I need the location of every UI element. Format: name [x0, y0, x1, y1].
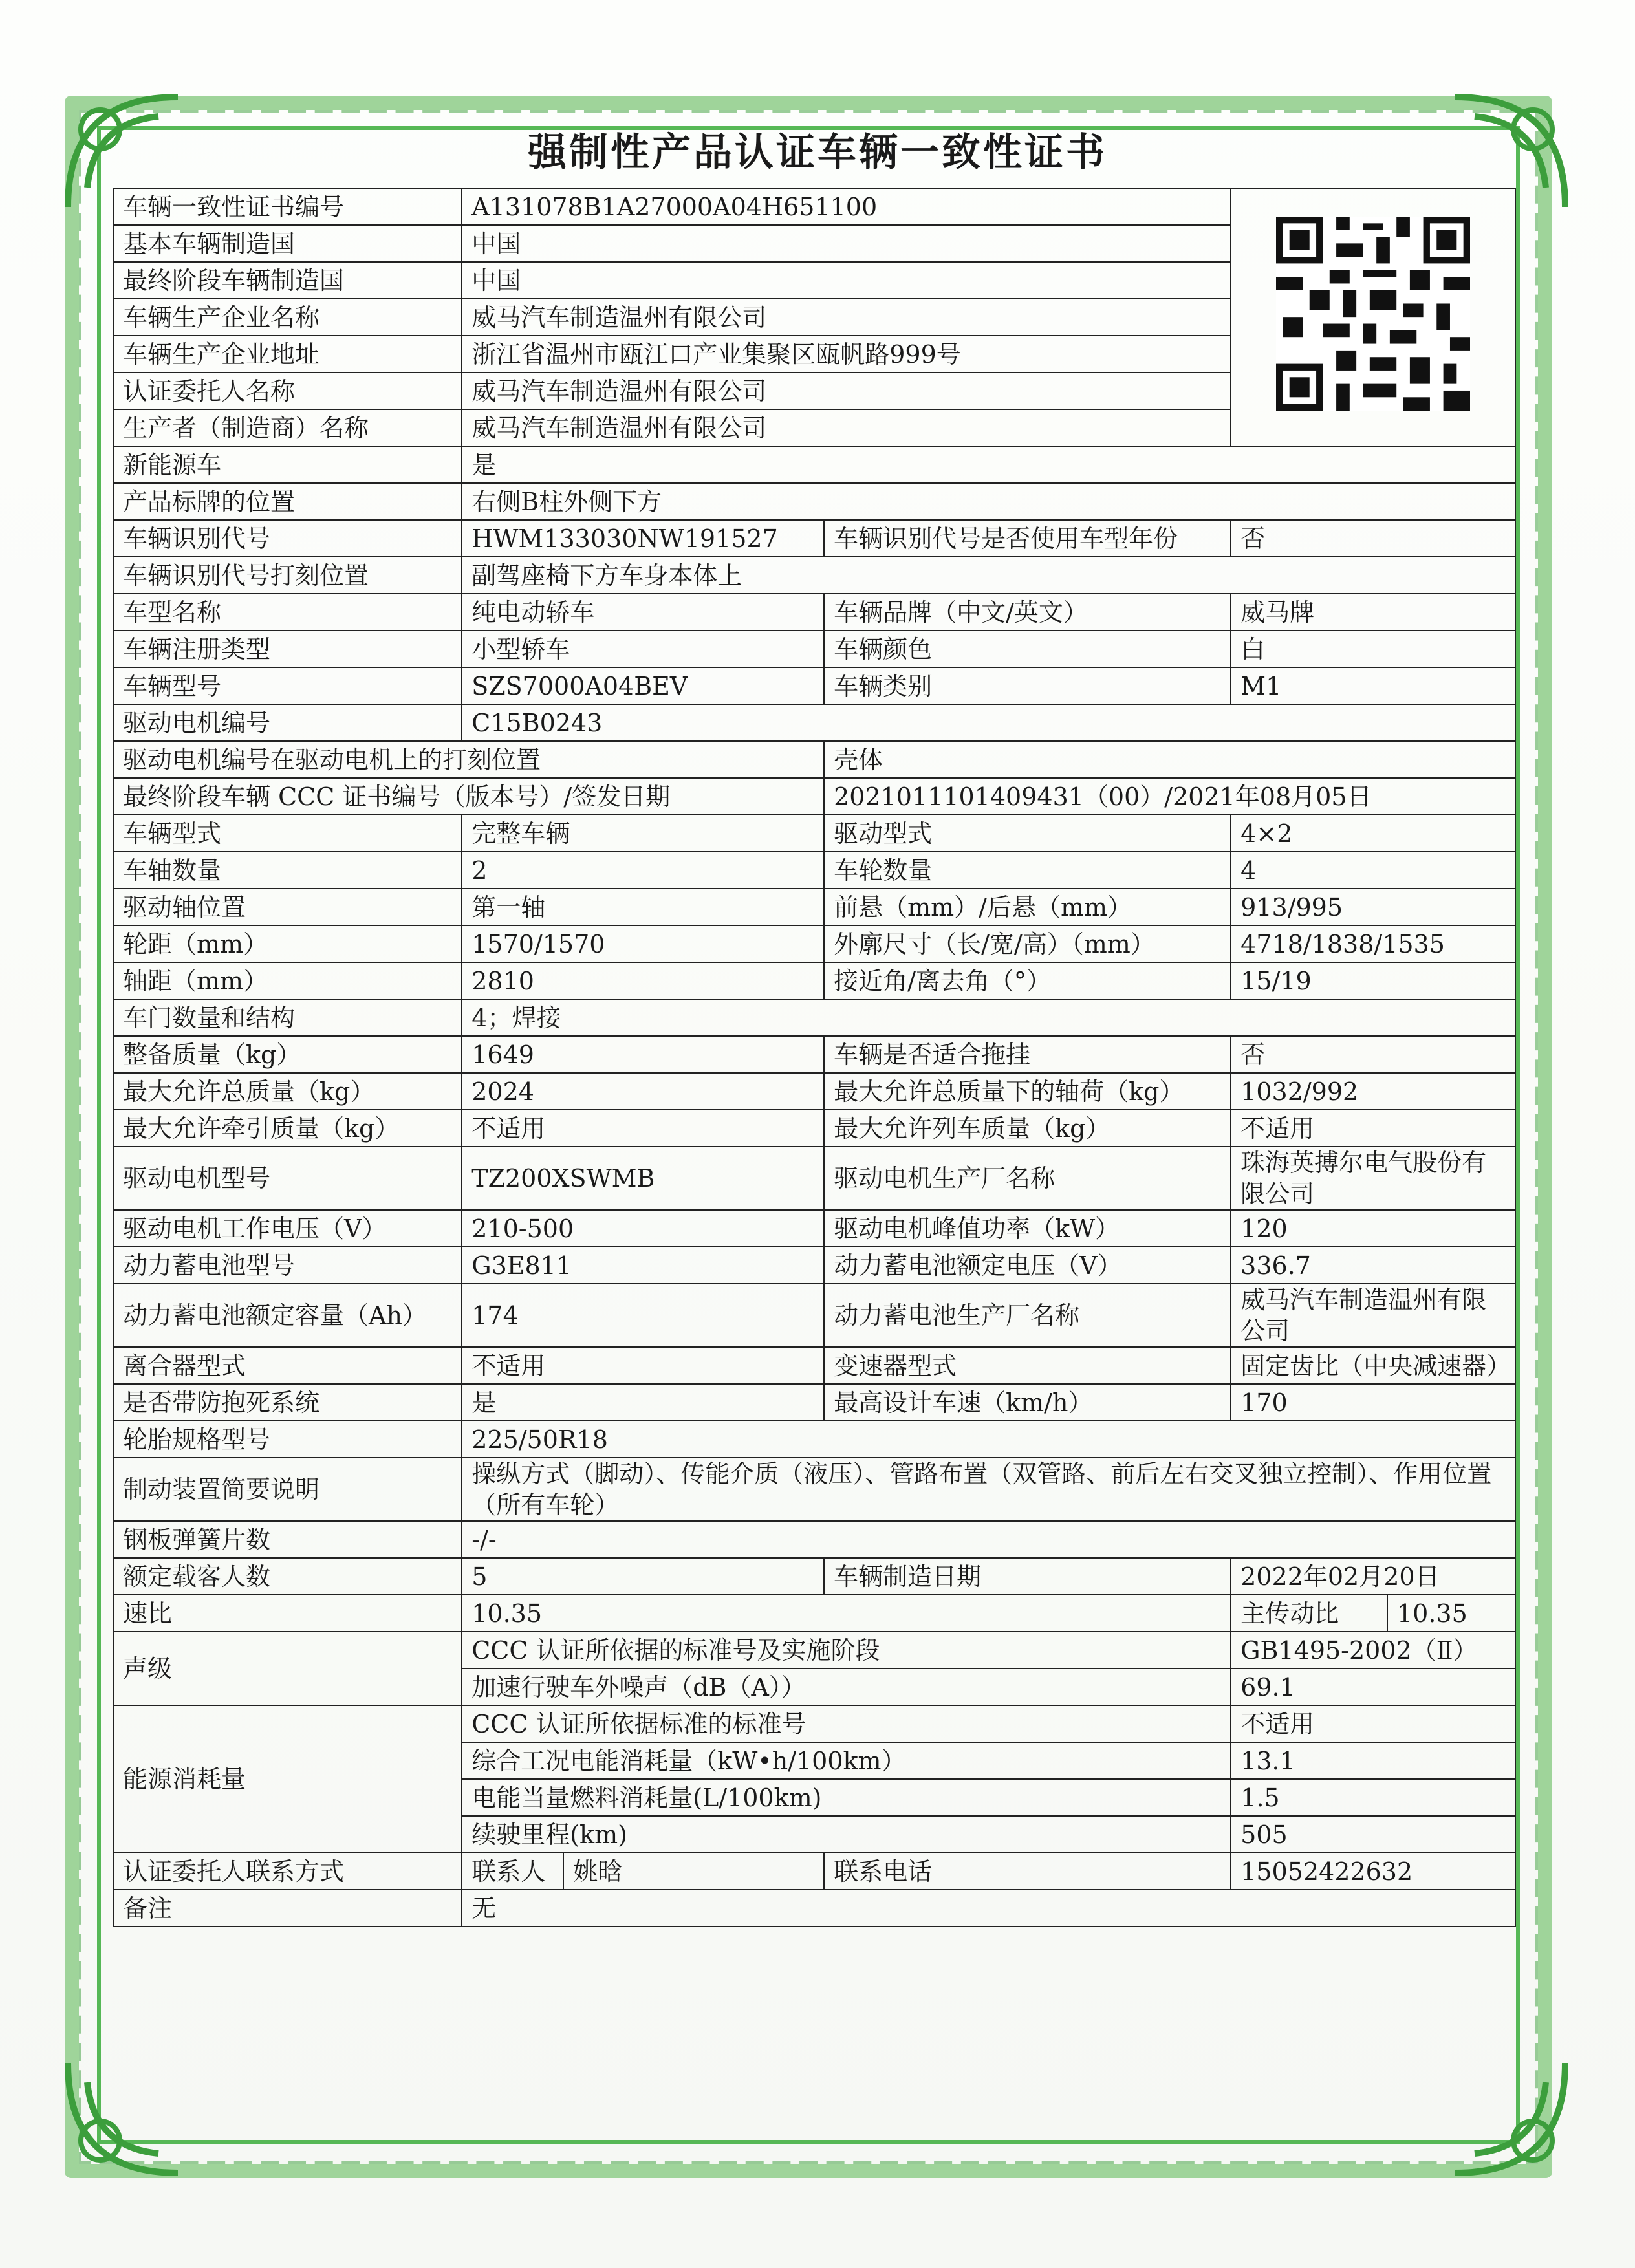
field-value: 无	[462, 1890, 1515, 1927]
table-row	[113, 962, 1515, 999]
field-label: 车辆生产企业名称	[113, 299, 462, 336]
field-value: 威马汽车制造温州有限公司	[462, 409, 1231, 446]
field-value: 225/50R18	[462, 1421, 1515, 1458]
field-value: TZ200XSWMB	[462, 1147, 824, 1210]
table-row	[113, 483, 1515, 520]
field-label: 轴距（mm）	[113, 962, 462, 999]
field-value: 威马牌	[1231, 594, 1515, 631]
table-row	[113, 1210, 1515, 1247]
field-value: 不适用	[462, 1110, 824, 1147]
field-label: 车辆制造日期	[824, 1558, 1231, 1595]
field-value: 5	[462, 1558, 824, 1595]
field-value: 否	[1231, 520, 1515, 557]
field-label: 离合器型式	[113, 1347, 462, 1384]
field-label: 最大允许牵引质量（kg）	[113, 1110, 462, 1147]
field-label: CCC 认证所依据标准的标准号	[462, 1705, 1231, 1742]
field-value: -/-	[462, 1521, 1515, 1558]
table-row	[113, 1521, 1515, 1558]
table-row	[113, 631, 1515, 667]
field-label: 续驶里程(km)	[462, 1816, 1231, 1853]
contact-person: 姚晗	[573, 1857, 623, 1886]
table-row	[113, 778, 1515, 815]
field-label: 认证委托人联系方式	[113, 1853, 462, 1890]
field-value: 2021011101409431（00）/2021年08月05日	[824, 778, 1515, 815]
field-value: 10.35	[1396, 1599, 1467, 1628]
field-value: 913/995	[1231, 889, 1515, 925]
table-row	[113, 667, 1515, 704]
field-value: C15B0243	[462, 704, 1515, 741]
table-row	[113, 1284, 1515, 1347]
field-label: 动力蓄电池额定电压（V）	[824, 1247, 1231, 1284]
field-label: 车辆识别代号打刻位置	[113, 557, 462, 594]
field-label: 制动装置简要说明	[113, 1458, 462, 1521]
field-label: 基本车辆制造国	[113, 225, 462, 262]
field-value: 操纵方式（脚动）、传能介质（液压）、管路布置（双管路、前后左右交叉独立控制）、作用位置（所有车轮）	[462, 1458, 1515, 1521]
field-label: 最终阶段车辆制造国	[113, 262, 462, 299]
field-label: 车辆识别代号	[113, 520, 462, 557]
field-value: 1649	[462, 1036, 824, 1073]
field-value: 210-500	[462, 1210, 824, 1247]
table-row	[113, 1890, 1515, 1927]
field-value: SZS7000A04BEV	[462, 667, 824, 704]
field-value: 4×2	[1231, 815, 1515, 852]
field-label: 整备质量（kg）	[113, 1036, 462, 1073]
field-value: 69.1	[1231, 1669, 1515, 1705]
table-row	[113, 852, 1515, 889]
field-label: 额定载客人数	[113, 1558, 462, 1595]
table-row	[113, 520, 1515, 557]
field-value: 完整车辆	[462, 815, 824, 852]
field-label: 动力蓄电池额定容量（Ah）	[113, 1284, 462, 1347]
field-value: 4	[1231, 852, 1515, 889]
contact-phone: 15052422632	[1231, 1853, 1515, 1890]
table-row	[113, 1347, 1515, 1384]
field-value: 4；焊接	[462, 999, 1515, 1036]
field-label: 声级	[113, 1632, 462, 1705]
field-label: 速比	[113, 1595, 462, 1632]
table-row	[113, 1073, 1515, 1110]
field-value: 是	[462, 1384, 824, 1421]
field-label: 最高设计车速（km/h）	[824, 1384, 1231, 1421]
field-label: 动力蓄电池型号	[113, 1247, 462, 1284]
table-row	[113, 1595, 1515, 1632]
field-value: 威马汽车制造温州有限公司	[462, 299, 1231, 336]
table-row	[113, 594, 1515, 631]
field-value: 右侧B柱外侧下方	[462, 483, 1515, 520]
qr-code-cell	[1231, 188, 1515, 446]
field-label: 备注	[113, 1890, 462, 1927]
table-row	[113, 446, 1515, 483]
field-label: 主传动比	[1231, 1595, 1387, 1631]
table-row	[113, 741, 1515, 778]
field-label: 车型名称	[113, 594, 462, 631]
field-value: 174	[462, 1284, 824, 1347]
field-label: 综合工况电能消耗量（kW•h/100km）	[462, 1742, 1231, 1779]
field-label: 电能当量燃料消耗量(L/100km)	[462, 1779, 1231, 1816]
table-row	[113, 999, 1515, 1036]
field-value: 2	[462, 852, 824, 889]
field-value: 2022年02月20日	[1231, 1558, 1515, 1595]
field-label: 是否带防抱死系统	[113, 1384, 462, 1421]
field-label: 车辆识别代号是否使用车型年份	[824, 520, 1231, 557]
field-label: 驱动电机峰值功率（kW）	[824, 1210, 1231, 1247]
field-value: M1	[1231, 667, 1515, 704]
field-label: 车辆一致性证书编号	[113, 188, 462, 225]
field-value: 1032/992	[1231, 1073, 1515, 1110]
field-value: 不适用	[1231, 1110, 1515, 1147]
field-value: HWM133030NW191527	[462, 520, 824, 557]
field-value: 2024	[462, 1073, 824, 1110]
field-label: 最大允许列车质量（kg）	[824, 1110, 1231, 1147]
field-value: 第一轴	[462, 889, 824, 925]
field-value: 505	[1231, 1816, 1515, 1853]
field-label: 车门数量和结构	[113, 999, 462, 1036]
field-value: 4718/1838/1535	[1231, 925, 1515, 962]
field-value: 1.5	[1231, 1779, 1515, 1816]
field-value: 10.35	[462, 1595, 1231, 1632]
field-value: GB1495-2002（Ⅱ）	[1231, 1632, 1515, 1669]
field-value: 不适用	[462, 1347, 824, 1384]
table-row	[113, 1421, 1515, 1458]
field-label: 车辆品牌（中文/英文）	[824, 594, 1231, 631]
field-value: 珠海英搏尔电气股份有限公司	[1231, 1147, 1515, 1210]
table-row	[113, 815, 1515, 852]
field-value: 白	[1231, 631, 1515, 667]
field-label: 最终阶段车辆 CCC 证书编号（版本号）/签发日期	[113, 778, 824, 815]
field-label: 车辆颜色	[824, 631, 1231, 667]
field-label: 驱动型式	[824, 815, 1231, 852]
certificate-table	[113, 188, 1516, 1927]
table-row	[113, 1036, 1515, 1073]
field-value: 小型轿车	[462, 631, 824, 667]
field-value: 13.1	[1231, 1742, 1515, 1779]
field-value: 1570/1570	[462, 925, 824, 962]
table-row	[113, 1705, 1515, 1742]
table-row	[113, 1558, 1515, 1595]
field-label: 驱动电机型号	[113, 1147, 462, 1210]
field-label: 能源消耗量	[113, 1705, 462, 1853]
table-row	[113, 1853, 1515, 1890]
field-label: 车辆是否适合拖挂	[824, 1036, 1231, 1073]
field-label: 驱动轴位置	[113, 889, 462, 925]
field-label: 轮距（mm）	[113, 925, 462, 962]
field-value: 否	[1231, 1036, 1515, 1073]
field-label: 最大允许总质量下的轴荷（kg）	[824, 1073, 1231, 1110]
field-label: 车辆类别	[824, 667, 1231, 704]
field-value: 170	[1231, 1384, 1515, 1421]
field-label: 钢板弹簧片数	[113, 1521, 462, 1558]
table-row	[113, 1384, 1515, 1421]
field-value: 中国	[462, 262, 1231, 299]
field-value: 固定齿比（中央减速器）	[1231, 1347, 1515, 1384]
qr-code-icon	[1276, 217, 1470, 411]
field-label: 认证委托人名称	[113, 373, 462, 409]
field-value: 浙江省温州市瓯江口产业集聚区瓯帆路999号	[462, 336, 1231, 373]
table-row	[113, 1147, 1515, 1210]
field-value: 15/19	[1231, 962, 1515, 999]
field-label: 车辆型号	[113, 667, 462, 704]
table-row	[113, 1458, 1515, 1521]
field-value: 壳体	[824, 741, 1515, 778]
field-label: 外廓尺寸（长/宽/高）（mm）	[824, 925, 1231, 962]
field-label: 驱动电机编号在驱动电机上的打刻位置	[113, 741, 824, 778]
field-label: 车轮数量	[824, 852, 1231, 889]
field-label: CCC 认证所依据的标准号及实施阶段	[462, 1632, 1231, 1669]
field-value: 威马汽车制造温州有限公司	[462, 373, 1231, 409]
corner-ornament-icon	[1403, 2057, 1572, 2179]
table-row	[113, 557, 1515, 594]
table-row	[113, 188, 1515, 225]
field-value: 2810	[462, 962, 824, 999]
field-label: 驱动电机生产厂名称	[824, 1147, 1231, 1210]
table-row	[113, 889, 1515, 925]
field-value: A131078B1A27000A04H651100	[462, 188, 1231, 225]
table-row	[113, 1247, 1515, 1284]
table-row	[113, 1110, 1515, 1147]
field-value: 是	[462, 446, 1515, 483]
field-label: 联系人	[462, 1853, 563, 1889]
table-row	[113, 1632, 1515, 1669]
field-label: 新能源车	[113, 446, 462, 483]
field-label: 车辆型式	[113, 815, 462, 852]
field-label: 加速行驶车外噪声（dB（A））	[462, 1669, 1231, 1705]
field-value: 纯电动轿车	[462, 594, 824, 631]
field-value: 120	[1231, 1210, 1515, 1247]
certificate-title: 强制性产品认证车辆一致性证书	[528, 130, 1107, 175]
field-label: 生产者（制造商）名称	[113, 409, 462, 446]
table-row	[113, 925, 1515, 962]
table-row	[113, 704, 1515, 741]
field-label: 车辆生产企业地址	[113, 336, 462, 373]
field-label: 接近角/离去角（°）	[824, 962, 1231, 999]
field-value: 不适用	[1231, 1705, 1515, 1742]
field-value: 副驾座椅下方车身本体上	[462, 557, 1515, 594]
field-label: 联系电话	[824, 1853, 1231, 1890]
field-value: G3E811	[462, 1247, 824, 1284]
field-value: 336.7	[1231, 1247, 1515, 1284]
field-value: 威马汽车制造温州有限公司	[1231, 1284, 1515, 1347]
field-label: 轮胎规格型号	[113, 1421, 462, 1458]
field-label: 产品标牌的位置	[113, 483, 462, 520]
field-label: 动力蓄电池生产厂名称	[824, 1284, 1231, 1347]
corner-ornament-icon	[61, 2057, 230, 2179]
field-label: 车轴数量	[113, 852, 462, 889]
field-label: 前悬（mm）/后悬（mm）	[824, 889, 1231, 925]
field-value: 中国	[462, 225, 1231, 262]
field-label: 最大允许总质量（kg）	[113, 1073, 462, 1110]
field-label: 驱动电机编号	[113, 704, 462, 741]
field-label: 变速器型式	[824, 1347, 1231, 1384]
field-label: 驱动电机工作电压（V）	[113, 1210, 462, 1247]
field-label: 车辆注册类型	[113, 631, 462, 667]
